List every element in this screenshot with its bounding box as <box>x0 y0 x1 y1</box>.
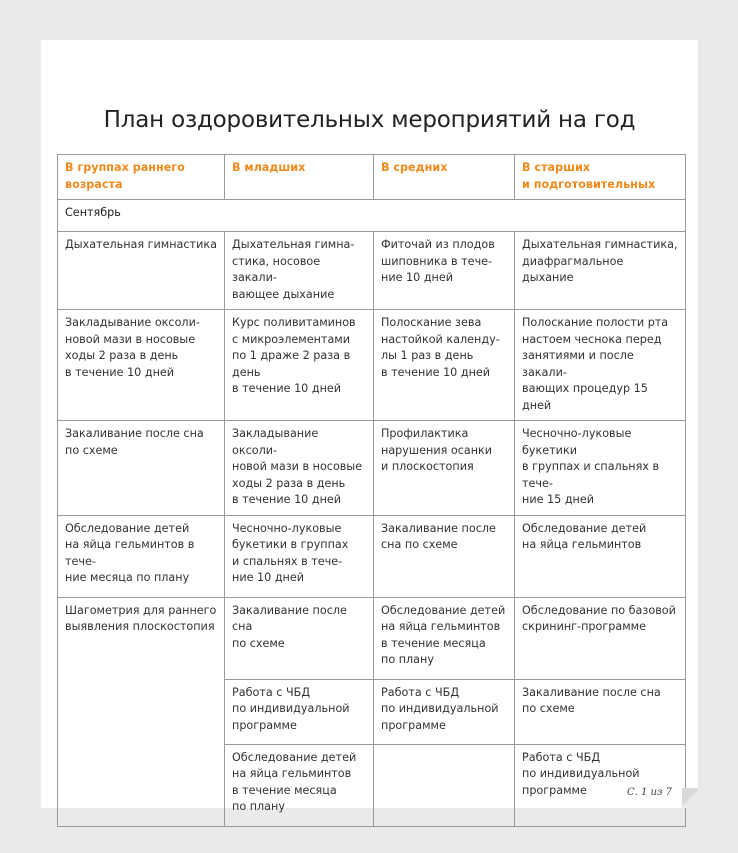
table-cell: Работа с ЧБД по индивидуальной программе <box>225 679 374 744</box>
table-cell: Шагометрия для раннего выявления плоскостопия <box>58 597 225 826</box>
table-cell: Обследование детей на яйца гельминтов в течение месяца по плану <box>225 744 374 826</box>
table-cell: Обследование детей на яйца гельминтов <box>515 515 686 597</box>
table-cell: Обследование по базовой скрининг-программе <box>515 597 686 679</box>
table-cell: Работа с ЧБД по индивидуальной программе <box>515 744 686 826</box>
header-senior: В старших и подготовительных <box>515 155 686 200</box>
table-cell: Дыхательная гимнастика <box>58 232 225 310</box>
header-middle: В средних <box>374 155 515 200</box>
table-cell: Закладывание оксоли- новой мази в носовые ходы 2 раза в день в течение 10 дней <box>58 310 225 421</box>
document-page <box>41 40 698 813</box>
table-cell: Курс поливитаминов с микроэлементами по 1 драже 2 раза в день в течение 10 дней <box>225 310 374 421</box>
table-cell: Чесночно-луковые букетики в группах и спальнях в тече- ние 15 дней <box>515 421 686 516</box>
page-fold-corner <box>682 788 698 808</box>
table-row <box>58 232 686 310</box>
table-cell: Полоскание зева настойкой календу- лы 1 раз в день в течение 10 дней <box>374 310 515 421</box>
table-row <box>58 597 686 679</box>
table-row <box>58 310 686 421</box>
table-cell: Закаливание после сна по схеме <box>374 515 515 597</box>
header-junior: В младших <box>225 155 374 200</box>
table-cell: Чесночно-луковые букетики в группах и спальнях в тече- ние 10 дней <box>225 515 374 597</box>
health-plan-table <box>57 154 686 827</box>
table-cell: Закладывание оксоли- новой мази в носовые ходы 2 раза в день в течение 10 дней <box>225 421 374 516</box>
table-row <box>58 515 686 597</box>
table-cell: Дыхательная гимна- стика, носовое закали- вающее дыхание <box>225 232 374 310</box>
month-row <box>58 200 686 232</box>
table-header-row <box>58 155 686 200</box>
table-cell: Закаливание после сна по схеме <box>225 597 374 679</box>
table-cell: Профилактика нарушения осанки и плоскостопия <box>374 421 515 516</box>
table-cell: Обследование детей на яйца гельминтов в тече- ние месяца по плану <box>58 515 225 597</box>
month-label: Сентябрь <box>58 200 686 232</box>
table-cell: Работа с ЧБД по индивидуальной программе <box>374 679 515 744</box>
table-cell: Фиточай из плодов шиповника в тече- ние 10 дней <box>374 232 515 310</box>
table-cell: Закаливание после сна по схеме <box>515 679 686 744</box>
page-indicator: С. 1 из 7 <box>627 787 672 798</box>
page-title: План оздоровительных мероприятий на год <box>103 107 636 134</box>
table-cell: Обследование детей на яйца гельминтов в течение месяца по плану <box>374 597 515 679</box>
table-row <box>58 421 686 516</box>
table-cell: Полоскание полости рта настоем чеснока перед занятиями и после закали- вающих процедур 15 дней <box>515 310 686 421</box>
header-early-age: В группах раннего возраста <box>58 155 225 200</box>
table-cell: Дыхательная гимнастика, диафрагмальное дыхание <box>515 232 686 310</box>
table-cell <box>374 744 515 826</box>
table-cell: Закаливание после сна по схеме <box>58 421 225 516</box>
